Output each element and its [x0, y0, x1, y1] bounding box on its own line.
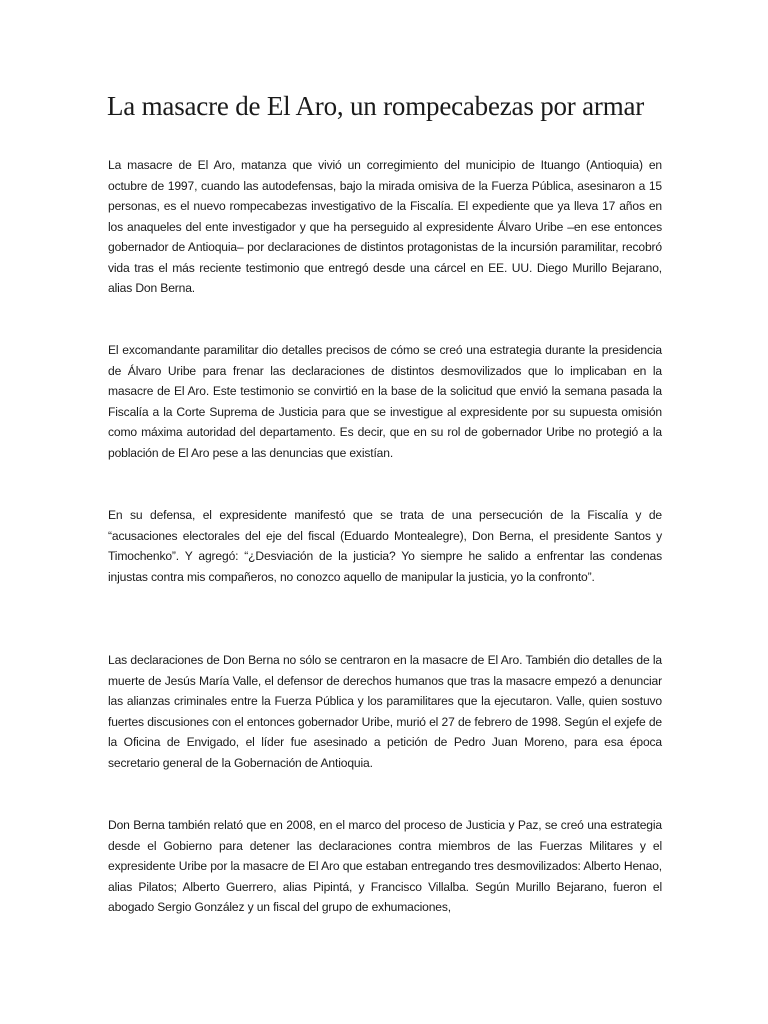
paragraph-5: Don Berna también relató que en 2008, en el marco del proceso de Justicia y Paz, se creó una estrategia desde el Gobierno para detener las declaraciones contra miembros de las Fuerzas Militares y el expresidente Uribe por la masacre de El Aro que estaban entregando tres desmovilizados: Alberto Henao, alias Pilatos; Alberto Guerrero, alias Pipintá, y Francisco Villalba. Según Murillo Bejarano, fueron el abogado Sergio González y un fiscal del grupo de exhumaciones, [108, 818, 662, 914]
article-title: La masacre de El Aro, un rompecabezas por armar [107, 91, 645, 121]
paragraph-2: El excomandante paramilitar dio detalles precisos de cómo se creó una estrategia durante la presidencia de Álvaro Uribe para frenar las declaraciones de distintos desmovilizados que lo implicaban en la masacre de El Aro. Este testimonio se convirtió en la base de la solicitud que envió la semana pasada la Fiscalía a la Corte Suprema de Justicia para que se investigue al expresidente por su supuesta omisión como máxima autoridad del departamento. Es decir, que en su rol de gobernador Uribe no protegió a la población de El Aro pese a las denuncias que existían. [108, 343, 662, 460]
paragraph-4: Las declaraciones de Don Berna no sólo se centraron en la masacre de El Aro. También dio detalles de la muerte de Jesús María Valle, el defensor de derechos humanos que tras la masacre empezó a denunciar las alianzas criminales entre la Fuerza Pública y los paramilitares que la ejecutaron. Valle, quien sostuvo fuertes discusiones con el entonces gobernador Uribe, murió el 27 de febrero de 1998. Según el exjefe de la Oficina de Envigado, el líder fue asesinado a petición de Pedro Juan Moreno, para esa época secretario general de la Gobernación de Antioquia. [108, 653, 662, 770]
paragraph-1: La masacre de El Aro, matanza que vivió un corregimiento del municipio de Ituango (Antioquia) en octubre de 1997, cuando las autodefensas, bajo la mirada omisiva de la Fuerza Pública, asesinaron a 15 personas, es el nuevo rompecabezas investigativo de la Fiscalía. El expediente que ya lleva 17 años en los anaqueles del ente investigador y que ha perseguido al expresidente Álvaro Uribe –en ese entonces gobernador de Antioquia– por declaraciones de distintos protagonistas de la incursión paramilitar, recobró vida tras el más reciente testimonio que entregó desde una cárcel en EE. UU. Diego Murillo Bejarano, alias Don Berna. [108, 158, 662, 295]
paragraph-3: En su defensa, el expresidente manifestó que se trata de una persecución de la Fiscalía y de “acusaciones electorales del eje del fiscal (Eduardo Montealegre), Don Berna, el presidente Santos y Timochenko”. Y agregó: “¿Desviación de la justicia? Yo siempre he salido a enfrentar las condenas injustas contra mis compañeros, no conozco aquello de manipular la justicia, yo la confronto”. [108, 508, 662, 584]
